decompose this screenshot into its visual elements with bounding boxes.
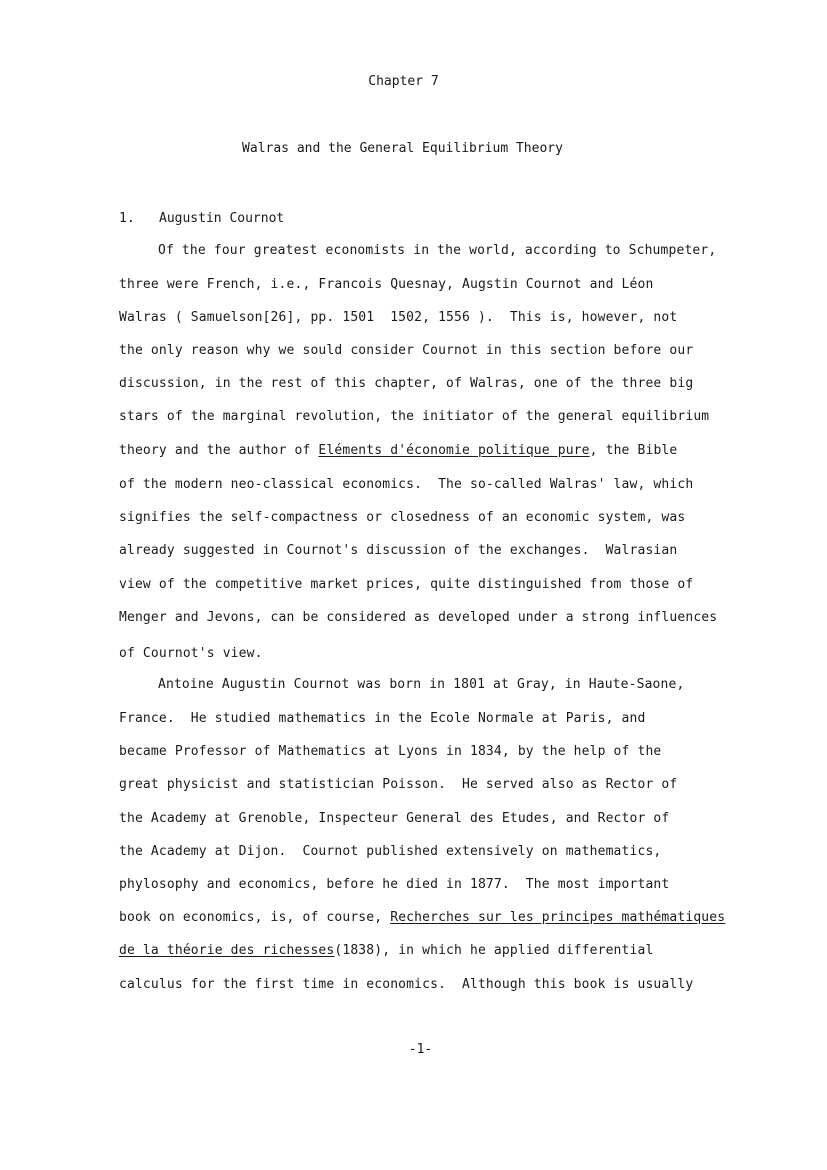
text-line: theory and the author of Eléments d'économie politique pure, the Bible (119, 443, 678, 458)
book-title-recherches: Recherches sur les principes mathématiques (390, 910, 726, 925)
text-line: book on economics, is, of course, Recherches sur les principes mathématiques (119, 910, 726, 925)
book-title-elements: Eléments d'économie politique pure (318, 443, 590, 458)
text-line: France. He studied mathematics in the Ecole Normale at Paris, and (119, 711, 646, 726)
text-line: already suggested in Cournot's discussion of the exchanges. Walrasian (119, 543, 678, 558)
text-line: became Professor of Mathematics at Lyons in 1834, by the help of the (119, 744, 662, 759)
text-line: of Cournot's view. (119, 646, 263, 661)
text-line: Menger and Jevons, can be considered as developed under a strong influences (119, 610, 718, 625)
text-line: de la théorie des richesses(1838), in which he applied differential (119, 943, 654, 958)
section-number: 1. (119, 211, 135, 226)
text-line: of the modern neo-classical economics. The so-called Walras' law, which (119, 477, 694, 492)
section-title: Augustin Cournot (159, 211, 285, 226)
text-line: the Academy at Grenoble, Inspecteur General des Etudes, and Rector of (119, 811, 670, 826)
text-line: signifies the self-compactness or closedness of an economic system, was (119, 510, 686, 525)
text-line: stars of the marginal revolution, the initiator of the general equilibrium (119, 409, 710, 424)
text-line: Walras ( Samuelson[26], pp. 1501 1502, 1556 ). This is, however, not (119, 310, 678, 325)
text-line: Of the four greatest economists in the world, according to Schumpeter, (158, 243, 717, 258)
book-title-richesses: de la théorie des richesses (119, 943, 335, 958)
text-line: the only reason why we sould consider Cournot in this section before our (119, 343, 694, 358)
text-line: discussion, in the rest of this chapter, of Walras, one of the three big (119, 376, 694, 391)
text-line: great physicist and statistician Poisson. He served also as Rector of (119, 777, 678, 792)
text-line: phylosophy and economics, before he died in 1877. The most important (119, 877, 670, 892)
text-line: the Academy at Dijon. Cournot published extensively on mathematics, (119, 844, 662, 859)
text-line: Antoine Augustin Cournot was born in 1801 at Gray, in Haute-Saone, (158, 677, 685, 692)
text-line: calculus for the first time in economics. Although this book is usually (119, 977, 694, 992)
page-number: -1- (408, 1042, 433, 1057)
section-heading (119, 211, 284, 226)
text-line: view of the competitive market prices, quite distinguished from those of (119, 577, 694, 592)
chapter-title: Walras and the General Equilibrium Theory (242, 141, 563, 156)
chapter-heading: Chapter 7 (368, 74, 439, 89)
text-line: three were French, i.e., Francois Quesnay, Augstin Cournot and Léon (119, 277, 654, 292)
